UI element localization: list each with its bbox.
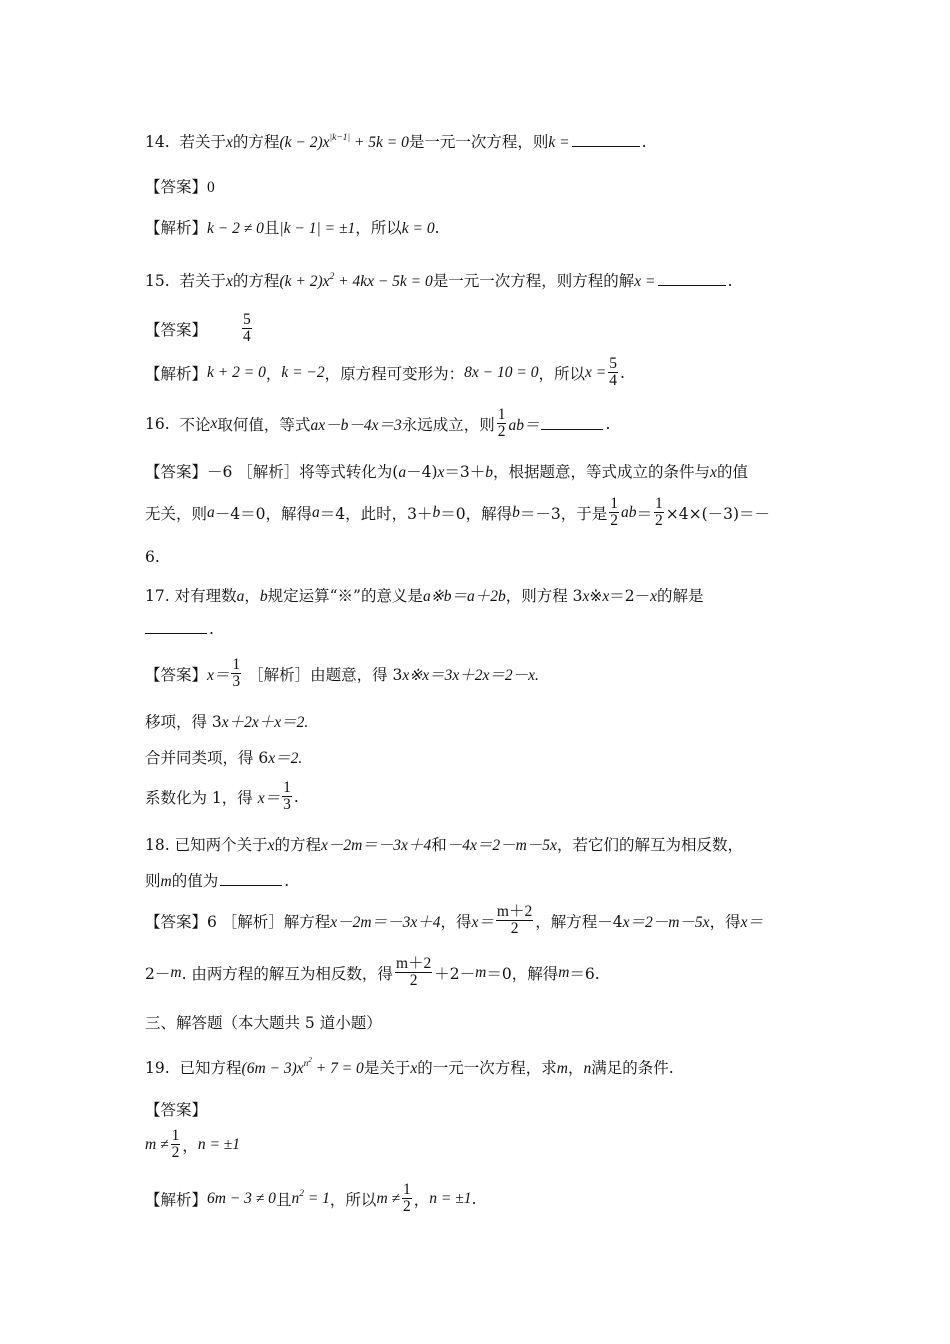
exponent: n2 xyxy=(303,1056,312,1069)
equation: (6m − 3)x xyxy=(241,1060,304,1077)
answer-18-line-1: 【答案】6 ［解析］解方程x－2m＝－3x＋4，得x＝ $\frac{m+2}{2}$ ，解方程－4x＝2－m－5x，得x＝ xyxy=(145,903,763,938)
answer-blank xyxy=(658,273,726,286)
question-16: 16. 不论x取何值，等式ax－b－4x＝3永远成立，则 $\frac{1}{2}$ ab＝ . xyxy=(145,406,611,441)
question-number: 15. xyxy=(145,272,170,290)
question-14: 14. 若关于x的方程$(k - 2)x^{|k-1|} + 5k = 0$是一元一次方程，则k = . xyxy=(145,133,647,151)
answer-label: 【答案】 xyxy=(145,665,208,684)
question-15: 15. 若关于x的方程$(k + 2)x^2 + 4kx - 5k = 0$是一元一次方程，则方程的解x = . xyxy=(145,272,733,290)
answer-14 xyxy=(145,175,215,197)
question-18: 18. 已知两个关于x的方程x－2m＝－3x＋4和－4x＝2－m－5x，若它们的解互为相反数， xyxy=(145,836,743,854)
answer-17-step-3: 系数化为 1，得 x＝ $\frac{1}{3}$ . xyxy=(145,779,299,814)
fraction: $\frac{1}{2}$ xyxy=(610,495,618,530)
fraction: $\frac{5}{4}$ xyxy=(242,311,251,346)
answer-label: 【答案】 xyxy=(145,1101,208,1119)
answer-16-line-2: 无关，则a－4＝0，解得a＝4，此时，3＋b＝0，解得b＝－3，于是 $\frac{1}{2}$ ab＝ $\frac{1}{2}$ ×4×(－3)＝－ xyxy=(145,495,771,530)
analysis-19: 【解析】6m − 3 ≠ 0且$n^2 = 1$，所以m ≠ $\frac{1}{2}$ ，n = ±1. xyxy=(145,1181,477,1216)
fraction: $\frac{1}{3}$ xyxy=(283,779,291,814)
question-18-line-2: 则m的值为 . xyxy=(145,872,290,890)
fraction: $\frac{1}{3}$ xyxy=(232,656,241,691)
answer-17: 【答案】x＝ $\frac{1}{3}$ ［解析］由题意，得 3x※x＝3x＋2x＝2－x. xyxy=(145,656,539,691)
answer-value: 0 xyxy=(207,179,215,196)
answer-blank xyxy=(145,621,207,634)
answer-blank xyxy=(572,134,640,147)
answer-label: 【答案】 xyxy=(145,178,208,196)
question-19: 19. 已知方程$(6m - 3)x^{n^2} + 7 = 0$是关于x的一元一次方程，求m，n满足的条件. xyxy=(145,1056,674,1077)
question-17-blank-line: . xyxy=(145,620,214,638)
answer-19: m ≠ $\frac{1}{2}$ ，n = ±1 xyxy=(145,1127,241,1162)
answer-16-line-1: 【答案】－6 ［解析］将等式转化为(a－4)x＝3＋b，根据题意，等式成立的条件与x的值 xyxy=(145,463,748,481)
answer-19-label xyxy=(145,1098,207,1120)
question-number: 19. xyxy=(145,1059,170,1077)
answer-15 xyxy=(145,312,254,346)
question-number: 16. xyxy=(145,414,170,433)
analysis-label: 【解析】 xyxy=(145,1190,208,1209)
answer-17-step-2: 合并同类项，得 6x＝2. xyxy=(145,749,303,767)
answer-16-line-3: 6. xyxy=(145,548,160,566)
question-number: 14. xyxy=(145,133,170,151)
fraction: $\frac{1}{2}$ xyxy=(403,1181,411,1216)
answer-label: 【答案】 xyxy=(145,320,208,339)
exponent: 2 xyxy=(329,272,335,282)
section-heading: 三、解答题（本大题共 5 道小题） xyxy=(145,1014,382,1032)
fraction: $\frac{m+2}{2}$ xyxy=(395,955,432,990)
analysis-label: 【解析】 xyxy=(145,219,208,237)
equation: (k − 2)x xyxy=(279,134,330,151)
analysis-label: 【解析】 xyxy=(145,364,208,383)
answer-17-step-1: 移项，得 3x＋2x＋x＝2. xyxy=(145,713,309,731)
answer-blank xyxy=(541,417,603,430)
analysis-14: 【解析】k − 2 ≠ 0且|k − 1| = ±1，所以k = 0. xyxy=(145,219,440,237)
answer-18-line-2: 2－m. 由两方程的解互为相反数，得 $\frac{m+2}{2}$ ＋2－m＝0，解得m＝6. xyxy=(145,955,600,990)
analysis-15: 【解析】k + 2 = 0，k = −2，原方程可变形为：8x − 10 = 0，所以x = $\frac{5}{4}$ . xyxy=(145,355,625,390)
fraction: $\frac{1}{2}$ xyxy=(497,406,506,441)
answer-blank xyxy=(220,873,282,886)
fraction: $\frac{1}{2}$ xyxy=(655,495,663,530)
fraction: $\frac{5}{4}$ xyxy=(609,355,617,390)
fraction: $\frac{m+2}{2}$ xyxy=(496,903,533,938)
fraction: $\frac{1}{2}$ xyxy=(171,1127,180,1162)
question-17: 17. 对有理数a，b规定运算“※”的意义是a※b＝a＋2b，则方程 3x※x＝2－x的解是 xyxy=(145,587,704,605)
equation: (k + 2)x xyxy=(279,273,330,290)
exponent: |k−1| xyxy=(329,133,351,143)
